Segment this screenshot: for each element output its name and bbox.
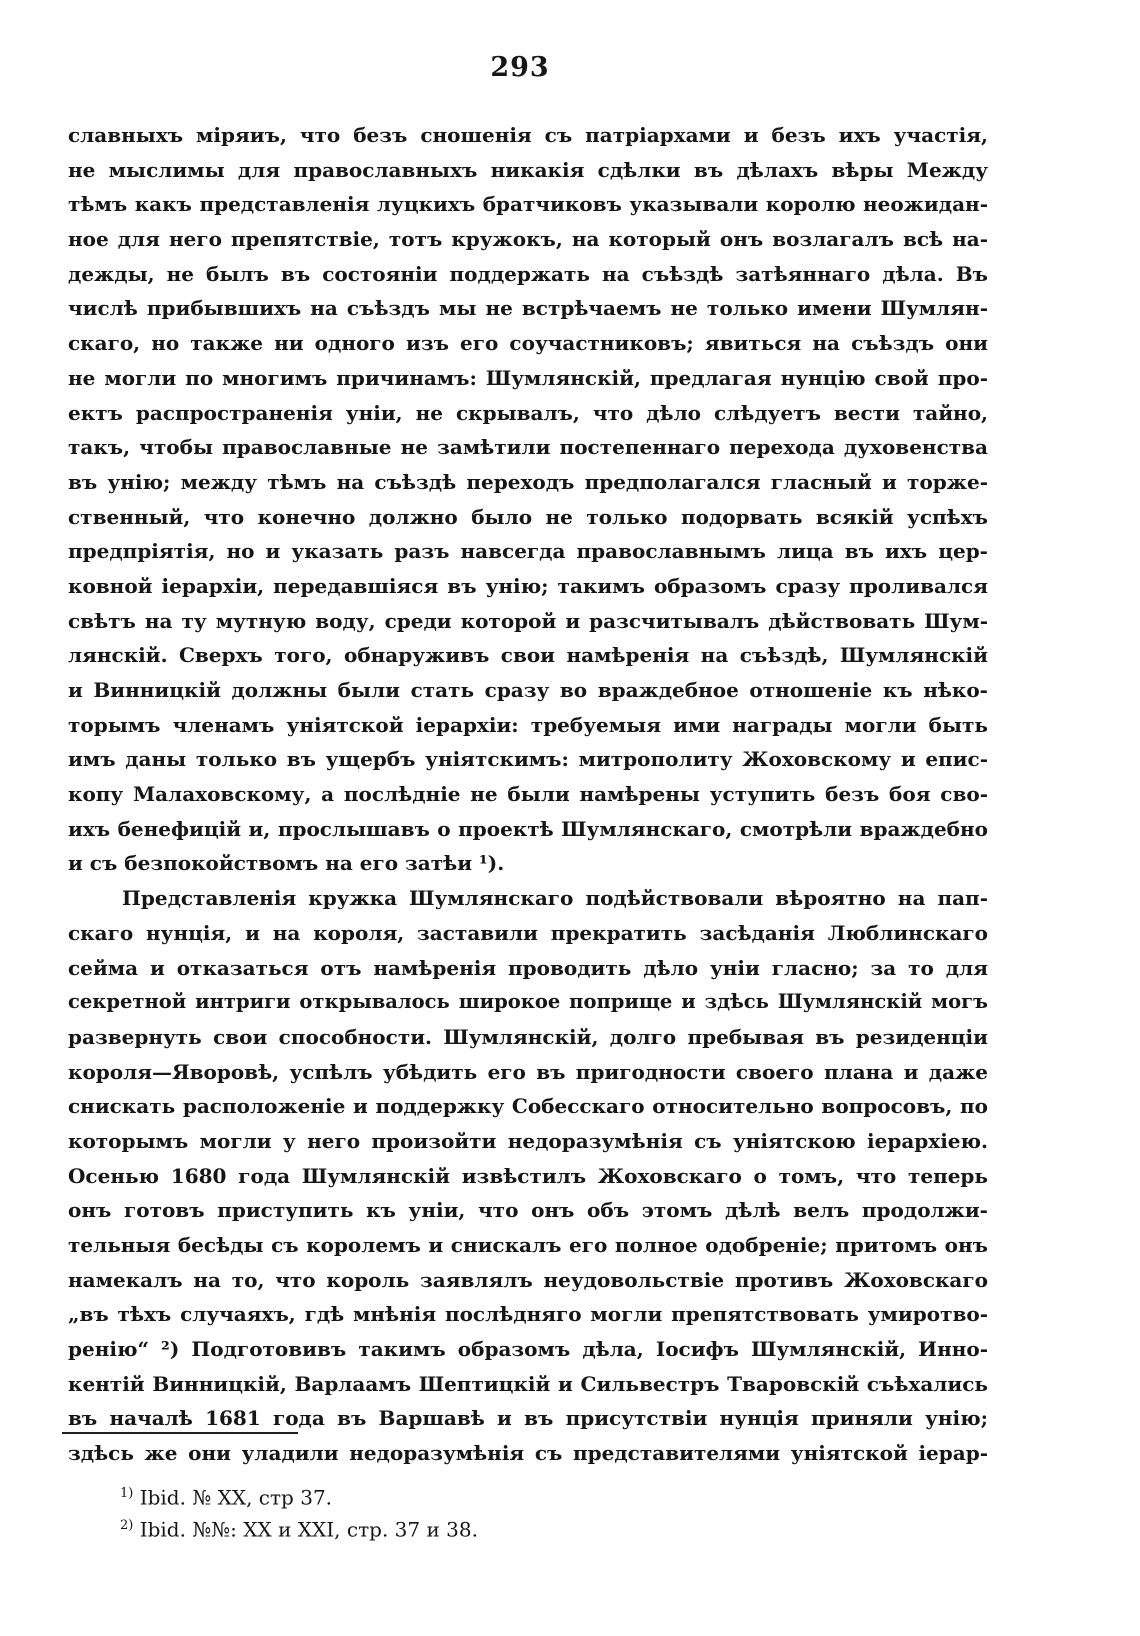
text-line: ектъ распространенія уніи, не скрывалъ, что дѣло слѣдуетъ вести тайно, bbox=[68, 400, 988, 425]
text-line: не мыслимы для православныхъ никакія сдѣлки въ дѣлахъ вѣры Между bbox=[68, 157, 988, 182]
paragraph bbox=[68, 118, 988, 881]
text-line: скаго нунція, и на короля, заставили прекратить засѣданія Люблинскаго bbox=[68, 920, 988, 945]
footnote-text: Ibid. №№: XX и XXI, стр. 37 и 38. bbox=[139, 1517, 478, 1542]
footnote-mark: 1) bbox=[120, 1486, 134, 1501]
footnotes bbox=[120, 1478, 720, 1542]
footnote-divider bbox=[62, 1432, 298, 1434]
text-line: торымъ членамъ уніятской іерархіи: требуемыя ими награды могли быть bbox=[68, 712, 988, 737]
footnote bbox=[120, 1478, 720, 1510]
text-line: и съ безпокойствомъ на его затѣи ¹). bbox=[68, 851, 505, 876]
text-line: копу Малаховскому, а послѣдніе не были намѣрены уступить безъ боя сво- bbox=[68, 782, 988, 807]
text-line: ственный, что конечно должно было не только подорвать всякій успѣхъ bbox=[68, 504, 988, 529]
text-line: въ началѣ 1681 года въ Варшавѣ и въ присутствіи нунція приняли унію; bbox=[68, 1406, 988, 1431]
text-line: тельныя бесѣды съ королемъ и снискалъ его полное одобреніе; притомъ онъ bbox=[68, 1233, 988, 1257]
text-line: развернуть свои способности. Шумлянскій, долго пребывая въ резиденціи bbox=[68, 1024, 988, 1049]
text-line: лянскій. Сверхъ того, обнаруживъ свои намѣренія на съѣздѣ, Шумлянскій bbox=[68, 643, 988, 668]
text-line: Представленія кружка Шумлянскаго подѣйствовали вѣроятно на пап- bbox=[122, 886, 988, 911]
text-line: секретной интриги открывалось широкое поприще и здѣсь Шумлянскій могъ bbox=[68, 990, 988, 1014]
body-text bbox=[68, 118, 988, 1471]
text-line: имъ даны только въ ущербъ уніятскимъ: митрополиту Жоховскому и епис- bbox=[68, 747, 988, 772]
paragraph bbox=[68, 881, 988, 1471]
text-line: намекалъ на то, что король заявлялъ неудовольствіе противъ Жоховскаго bbox=[68, 1267, 988, 1292]
text-line: ихъ бенефицій и, прослышавъ о проектѣ Шумлянскаго, смотрѣли враждебно bbox=[68, 816, 988, 841]
text-line: въ унію; между тѣмъ на съѣздѣ переходъ предполагался гласный и торже- bbox=[68, 469, 988, 494]
text-line: такъ, чтобы православные не замѣтили постепеннаго перехода духовенства bbox=[68, 435, 988, 460]
text-line: предпріятія, но и указать разъ навсегда православнымъ лица въ ихъ цер- bbox=[68, 539, 988, 564]
text-line: числѣ прибывшихъ на съѣздъ мы не встрѣчаемъ не только имени Шумлян- bbox=[68, 296, 988, 321]
text-line: не могли по многимъ причинамъ: Шумлянскій, предлагая нунцію свой про- bbox=[68, 365, 988, 390]
page-number: 293 bbox=[490, 52, 550, 83]
text-line: ное для него препятствіе, тотъ кружокъ, на который онъ возлагалъ всѣ на- bbox=[68, 227, 988, 252]
text-line: и Винницкій должны были стать сразу во враждебное отношеніе къ нѣко- bbox=[68, 678, 988, 702]
text-line: онъ готовъ приступить къ уніи, что онъ объ этомъ дѣлѣ велъ продолжи- bbox=[68, 1198, 988, 1223]
text-line: короля—Яворовѣ, успѣлъ убѣдить его въ пригодности своего плана и даже bbox=[68, 1059, 988, 1084]
text-line: которымъ могли у него произойти недоразумѣнія съ уніятскою іерархіею. bbox=[68, 1128, 988, 1153]
text-line: скаго, но также ни одного изъ его соучастниковъ; явиться на съѣздъ они bbox=[68, 331, 988, 356]
text-line: снискать расположеніе и поддержку Собесскаго относительно вопросовъ, по bbox=[68, 1094, 988, 1119]
footnote-mark: 2) bbox=[120, 1518, 134, 1533]
text-line: ковной іерархіи, передавшіяся въ унію; такимъ образомъ сразу проливался bbox=[68, 573, 988, 598]
footnote-text: Ibid. № XX, стр 37. bbox=[139, 1485, 333, 1510]
text-line: „въ тѣхъ случаяхъ, гдѣ мнѣнія послѣдняго могли препятствовать умиротво- bbox=[68, 1302, 988, 1327]
text-line: свѣтъ на ту мутную воду, среди которой и разсчитывалъ дѣйствовать Шум- bbox=[68, 608, 988, 633]
text-line: тѣмъ какъ представленія луцкихъ братчиковъ указывали королю неожидан- bbox=[68, 192, 988, 217]
text-line: Осенью 1680 года Шумлянскій извѣстилъ Жоховскаго о томъ, что теперь bbox=[68, 1163, 988, 1188]
text-line: ренію“ ²) Подготовивъ такимъ образомъ дѣла, Іосифъ Шумлянскій, Инно- bbox=[68, 1337, 988, 1362]
text-line: здѣсь же они уладили недоразумѣнія съ представителями уніятской іерар- bbox=[68, 1441, 988, 1466]
text-line: дежды, не былъ въ состояніи поддержать на съѣздѣ затѣяннаго дѣла. Въ bbox=[68, 261, 988, 286]
text-line: кентій Винницкій, Варлаамъ Шептицкій и Сильвестръ Тваровскій съѣхались bbox=[68, 1371, 988, 1396]
text-line: славныхъ міряиъ, что безъ сношенія съ патріархами и безъ ихъ участія, bbox=[68, 123, 988, 147]
footnote bbox=[120, 1510, 720, 1542]
text-line: сейма и отказаться отъ намѣренія проводить дѣло уніи гласно; за то для bbox=[68, 955, 988, 980]
